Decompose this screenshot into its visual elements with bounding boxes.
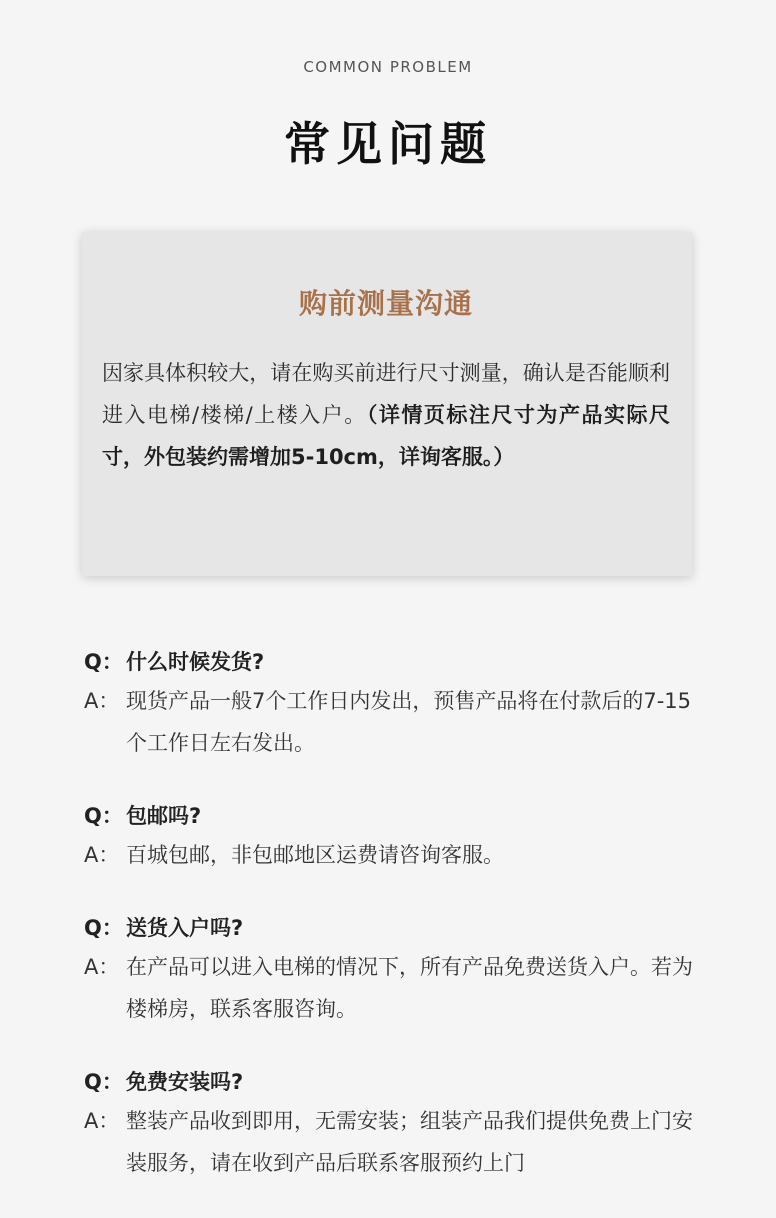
answer-prefix: A：	[84, 843, 120, 867]
notice-text-bold: （详情页标注尺寸为产品实际尺寸，外包装约需增加5-10cm，详询客服。）	[102, 403, 670, 469]
question-prefix: Q：	[84, 916, 123, 940]
notice-title: 购前测量沟通	[298, 287, 473, 320]
answer-text: 百城包邮，非包邮地区运费请咨询客服。	[126, 843, 504, 867]
faq-answer-row	[84, 680, 694, 764]
faq-question-row	[84, 1064, 694, 1100]
question-text: 什么时候发货?	[126, 650, 265, 674]
answer-prefix: A：	[84, 955, 120, 979]
question-text: 免费安装吗?	[126, 1070, 244, 1094]
answer-text: 现货产品一般7个工作日内发出，预售产品将在付款后的7-15个工作日左右发出。	[126, 689, 692, 755]
notice-text	[102, 352, 670, 478]
faq-question-row	[84, 644, 694, 680]
answer-text: 整装产品收到即用，无需安装；组装产品我们提供免费上门安装服务，请在收到产品后联系客服预约上门	[126, 1109, 693, 1175]
question-prefix: Q：	[84, 650, 123, 674]
faq-item-shipping-time	[84, 644, 694, 764]
page-title: 常见问题	[284, 117, 492, 171]
answer-text: 在产品可以进入电梯的情况下，所有产品免费送货入户。若为楼梯房，联系客服咨询。	[126, 955, 693, 1021]
eyebrow-word-2: PROBLEM	[389, 58, 473, 76]
answer-prefix: A：	[84, 689, 120, 713]
faq-answer-row	[84, 834, 694, 876]
question-prefix: Q：	[84, 1070, 123, 1094]
question-text: 包邮吗?	[126, 804, 202, 828]
faq-item-free-installation	[84, 1064, 694, 1184]
question-text: 送货入户吗?	[126, 916, 244, 940]
measurement-notice-card	[82, 232, 692, 576]
faq-item-free-shipping	[84, 798, 694, 876]
faq-question-row	[84, 798, 694, 834]
faq-answer-row	[84, 946, 694, 1030]
notice-text-plain: 因家具体积较大，请在购买前进行尺寸测量，确认是否能顺利进入电梯/楼梯/上楼入户。	[102, 361, 670, 427]
question-prefix: Q：	[84, 804, 123, 828]
faq-question-row	[84, 910, 694, 946]
faq-answer-row	[84, 1100, 694, 1184]
eyebrow-word-1: COMMON	[303, 58, 384, 76]
answer-prefix: A：	[84, 1109, 120, 1133]
faq-item-home-delivery	[84, 910, 694, 1030]
section-eyebrow	[0, 58, 776, 76]
faq-list	[84, 644, 694, 1218]
